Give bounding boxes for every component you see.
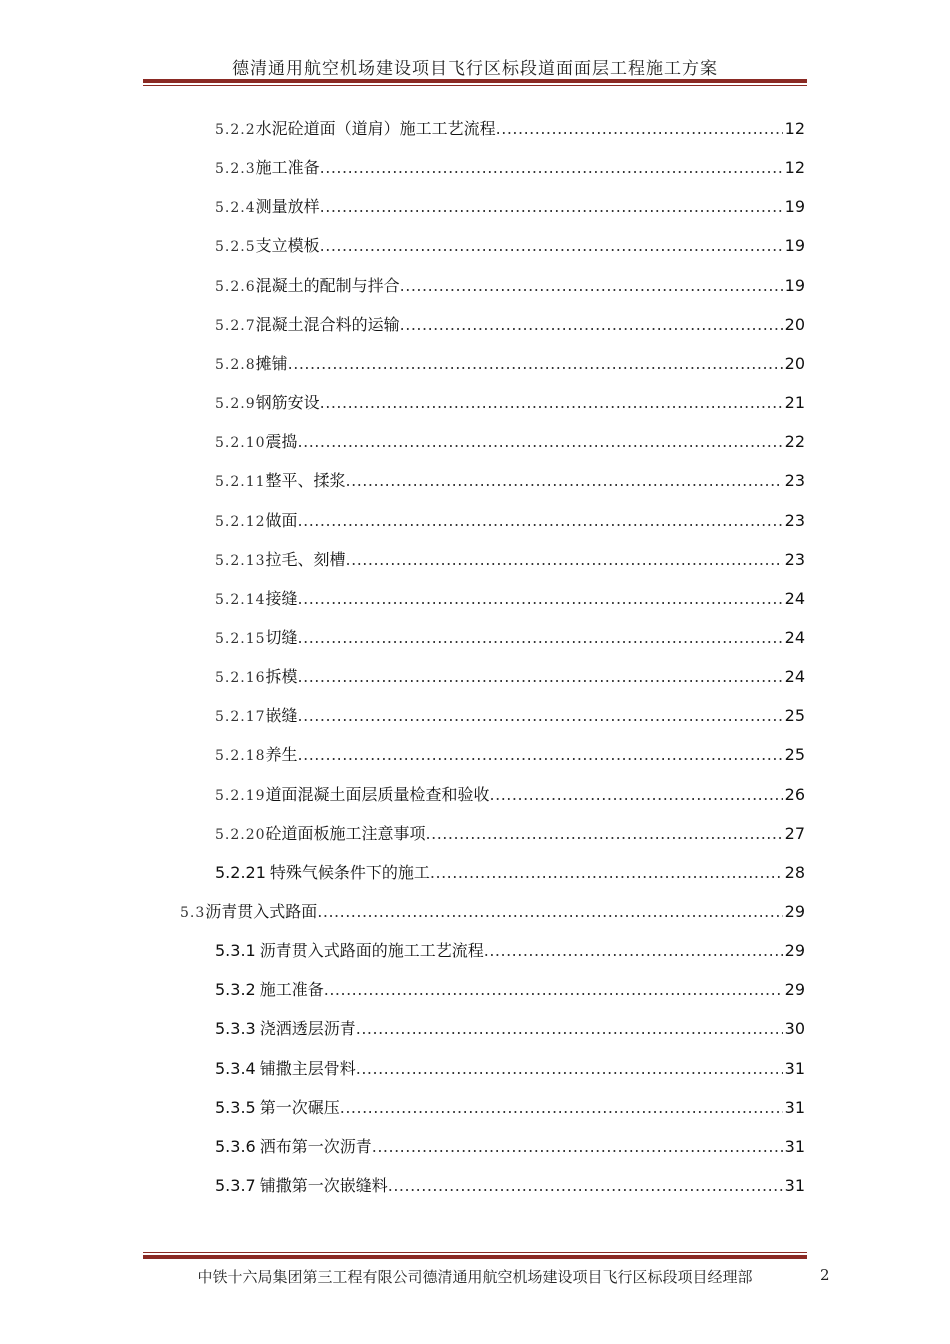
- toc-entry-number: 5.2.11: [215, 474, 266, 490]
- toc-leader-dots: [298, 667, 783, 686]
- toc-leader-dots: [298, 511, 783, 530]
- toc-entry-page: 24: [784, 589, 805, 608]
- toc-entry-page: 31: [784, 1098, 805, 1117]
- toc-leader-dots: [320, 393, 783, 412]
- page-number: 2: [820, 1266, 830, 1284]
- toc-entry[interactable]: [215, 938, 805, 960]
- toc-entry-number: 5.2.16: [215, 670, 266, 686]
- toc-entry-number: 5.2.4: [215, 200, 256, 216]
- toc-entry[interactable]: [215, 821, 805, 843]
- toc-entry-number: 5.2.9: [215, 396, 256, 412]
- toc-entry-number: 5.3.6: [215, 1137, 256, 1156]
- toc-leader-dots: [320, 197, 783, 216]
- toc-entry-title: 施工准备: [255, 158, 320, 177]
- toc-entry[interactable]: [215, 1016, 805, 1038]
- toc-entry[interactable]: [215, 547, 805, 569]
- toc-entry[interactable]: [215, 625, 805, 647]
- toc-entry-page: 29: [784, 980, 805, 999]
- toc-entry-title: 嵌缝: [265, 706, 298, 725]
- toc-entry-number: 5.2.19: [215, 788, 266, 804]
- toc-entry-page: 19: [784, 197, 805, 216]
- toc-entry-page: 30: [784, 1019, 805, 1038]
- toc-entry-page: 12: [784, 119, 805, 138]
- toc-entry[interactable]: [215, 390, 805, 412]
- toc-entry-page: 12: [784, 158, 805, 177]
- toc-entry-title: 施工准备: [259, 980, 324, 999]
- toc-entry-number: 5.2.7: [215, 318, 256, 334]
- toc-entry-number: 5.2.12: [215, 514, 266, 530]
- toc-entry[interactable]: [215, 233, 805, 255]
- toc-entry[interactable]: [215, 664, 805, 686]
- toc-entry-number: 5.2.2: [215, 122, 256, 138]
- toc-entry-page: 28: [784, 863, 805, 882]
- toc-leader-dots: [317, 902, 782, 921]
- toc-entry[interactable]: [215, 468, 805, 490]
- toc-entry-title: 水泥砼道面（道肩）施工工艺流程: [255, 119, 496, 138]
- toc-leader-dots: [298, 589, 783, 608]
- toc-entry-title: 切缝: [265, 628, 298, 647]
- toc-entry-title: 拆模: [265, 667, 298, 686]
- toc-entry-number: 5.2.14: [215, 592, 266, 608]
- toc-entry-title: 震捣: [265, 432, 298, 451]
- toc-entry-number: 5.2.5: [215, 239, 256, 255]
- toc-entry-title: 做面: [265, 511, 298, 530]
- toc-entry-page: 24: [784, 628, 805, 647]
- toc-leader-dots: [400, 315, 783, 334]
- toc-entry-title: 测量放样: [255, 197, 320, 216]
- toc-entry-page: 29: [784, 902, 805, 921]
- toc-entry-title: 支立模板: [255, 236, 320, 255]
- toc-leader-dots: [372, 1137, 783, 1156]
- toc-entry-title: 摊铺: [255, 354, 288, 373]
- toc-entry-title: 道面混凝土面层质量检查和验收: [265, 785, 490, 804]
- toc-leader-dots: [288, 354, 783, 373]
- toc-entry[interactable]: [215, 194, 805, 216]
- toc-leader-dots: [426, 824, 783, 843]
- toc-entry-page: 31: [784, 1137, 805, 1156]
- toc-entry-number: 5.3.5: [215, 1098, 256, 1117]
- toc-entry-page: 23: [784, 471, 805, 490]
- toc-leader-dots: [346, 471, 783, 490]
- toc-entry-page: 23: [784, 550, 805, 569]
- toc-leader-dots: [340, 1098, 783, 1117]
- toc-entry-page: 26: [784, 785, 805, 804]
- toc-leader-dots: [400, 276, 783, 295]
- header-rule-thin: [143, 85, 807, 86]
- toc-entry-page: 20: [784, 354, 805, 373]
- toc-leader-dots: [490, 785, 783, 804]
- toc-leader-dots: [496, 119, 783, 138]
- toc-entry-number: 5.3.4: [215, 1059, 256, 1078]
- toc-entry-number: 5.2.21: [215, 863, 266, 882]
- toc-entry-title: 养生: [265, 745, 298, 764]
- toc-leader-dots: [388, 1176, 783, 1195]
- toc-leader-dots: [430, 863, 783, 882]
- toc-entry-title: 沥青贯入式路面: [205, 902, 318, 921]
- toc-leader-dots: [356, 1059, 783, 1078]
- toc-entry[interactable]: [215, 508, 805, 530]
- toc-entry-number: 5.2.8: [215, 357, 256, 373]
- toc-entry[interactable]: [215, 429, 805, 451]
- toc-entry-title: 浇洒透层沥青: [259, 1019, 356, 1038]
- toc-entry[interactable]: [215, 742, 805, 764]
- toc-entry-title: 铺撒主层骨料: [259, 1059, 356, 1078]
- toc-leader-dots: [298, 628, 783, 647]
- toc-entry[interactable]: [215, 1134, 805, 1156]
- toc-entry-title: 沥青贯入式路面的施工工艺流程: [259, 941, 484, 960]
- toc-entry-page: 23: [784, 511, 805, 530]
- toc-entry-number: 5.3.7: [215, 1176, 256, 1195]
- toc-entry-title: 特殊气候条件下的施工: [269, 863, 430, 882]
- footer-text: 中铁十六局集团第三工程有限公司德清通用航空机场建设项目飞行区标段项目经理部: [197, 1268, 753, 1286]
- toc-entry-title: 拉毛、刻槽: [265, 550, 346, 569]
- toc-entry-number: 5.2.6: [215, 279, 256, 295]
- toc-entry-page: 19: [784, 276, 805, 295]
- toc-entry-page: 24: [784, 667, 805, 686]
- header-rule-thick: [143, 79, 807, 83]
- toc-leader-dots: [346, 550, 783, 569]
- toc-entry-number: 5.2.3: [215, 161, 256, 177]
- toc-entry-number: 5.2.10: [215, 435, 266, 451]
- toc-leader-dots: [320, 158, 783, 177]
- toc-entry[interactable]: [180, 899, 805, 921]
- toc-entry[interactable]: [215, 351, 805, 373]
- toc-entry-number: 5.3.1: [215, 941, 256, 960]
- toc-entry-number: 5.3.3: [215, 1019, 256, 1038]
- toc-leader-dots: [298, 706, 783, 725]
- toc-entry[interactable]: [215, 155, 805, 177]
- toc-entry-page: 25: [784, 745, 805, 764]
- toc-entry-number: 5.2.18: [215, 748, 266, 764]
- toc-entry-page: 31: [784, 1176, 805, 1195]
- toc-entry-number: 5.2.13: [215, 553, 266, 569]
- toc-leader-dots: [356, 1019, 783, 1038]
- toc-entry-number: 5.2.15: [215, 631, 266, 647]
- header-title: 德清通用航空机场建设项目飞行区标段道面面层工程施工方案: [232, 59, 718, 79]
- toc-entry-page: 22: [784, 432, 805, 451]
- footer-rule-thin: [143, 1252, 807, 1253]
- toc-entry-title: 接缝: [265, 589, 298, 608]
- toc-entry-page: 25: [784, 706, 805, 725]
- footer-rule-thick: [143, 1255, 807, 1259]
- toc-entry-title: 铺撒第一次嵌缝料: [259, 1176, 388, 1195]
- toc-entry-page: 21: [784, 393, 805, 412]
- toc-entry-title: 第一次碾压: [259, 1098, 340, 1117]
- toc-entry-number: 5.2.20: [215, 827, 266, 843]
- toc-entry-title: 混凝土的配制与拌合: [255, 276, 400, 295]
- toc-leader-dots: [298, 432, 783, 451]
- toc-entry[interactable]: [215, 586, 805, 608]
- toc-entry[interactable]: [215, 860, 805, 882]
- toc-entry[interactable]: [215, 312, 805, 334]
- toc-entry-title: 砼道面板施工注意事项: [265, 824, 426, 843]
- toc-entry[interactable]: [215, 273, 805, 295]
- toc-entry-title: 钢筋安设: [255, 393, 320, 412]
- toc-leader-dots: [324, 980, 783, 999]
- toc-entry-page: 31: [784, 1059, 805, 1078]
- toc-entry-number: 5.2.17: [215, 709, 266, 725]
- toc-entry-title: 洒布第一次沥青: [259, 1137, 372, 1156]
- toc-entry-title: 混凝土混合料的运输: [255, 315, 400, 334]
- toc-entry-page: 29: [784, 941, 805, 960]
- toc-entry-page: 27: [784, 824, 805, 843]
- toc-entry[interactable]: [215, 1173, 805, 1195]
- toc-leader-dots: [484, 941, 783, 960]
- toc-entry[interactable]: [215, 977, 805, 999]
- toc-entry-page: 20: [784, 315, 805, 334]
- toc-leader-dots: [298, 745, 783, 764]
- toc-entry[interactable]: [215, 703, 805, 725]
- toc-entry-title: 整平、揉浆: [265, 471, 346, 490]
- toc-entry[interactable]: [215, 1095, 805, 1117]
- toc-entry[interactable]: [215, 1056, 805, 1078]
- toc-entry-number: 5.3: [180, 905, 206, 921]
- toc-leader-dots: [320, 236, 783, 255]
- toc-entry[interactable]: [215, 782, 805, 804]
- toc-entry-number: 5.3.2: [215, 980, 256, 999]
- toc-entry[interactable]: [215, 116, 805, 138]
- toc-entry-page: 19: [784, 236, 805, 255]
